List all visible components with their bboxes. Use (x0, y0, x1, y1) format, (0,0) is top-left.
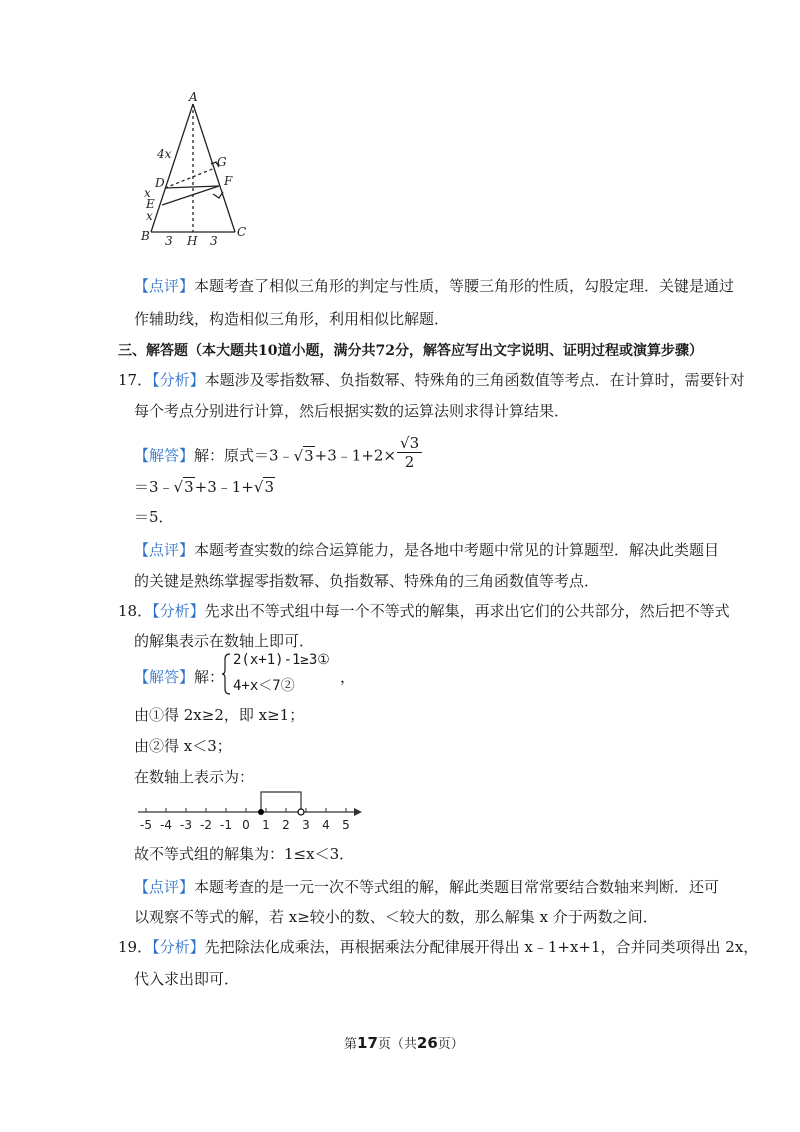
q18-answer-pre: 解： (194, 668, 225, 686)
q17-line2-pre: ＝3﹣ (134, 478, 174, 496)
sqrt-arg: 3 (264, 478, 274, 496)
q17-line2-mid: +3﹣1+ (194, 478, 254, 496)
q19-analysis-text1: 先把除法化成乘法，再根据乘法分配律展开得出 x﹣1+x+1，合并同类项得出 2x， (204, 938, 759, 956)
analysis-tag: 【分析】 (152, 938, 205, 956)
q18-analysis-text2: 的解集表示在数轴上即可． (134, 632, 315, 650)
q18-comment-text1: 本题考查的是一元一次不等式组的解，解此类题目常常要结合数轴来判断．还可 (194, 878, 720, 896)
comment-tag: 【点评】 (134, 277, 195, 295)
q18-comment-line1 (134, 876, 719, 897)
q18-analysis-text1: 先求出不等式组中每一个不等式的解集，再求出它们的公共部分，然后把不等式 (204, 602, 730, 620)
q16-comment-line1 (134, 275, 734, 296)
q17-analysis-text2: 每个考点分别进行计算，然后根据实数的运算法则求得计算结果． (134, 402, 570, 420)
tick-label: 3 (302, 818, 310, 832)
tick-label: -4 (160, 818, 172, 832)
sqrt-symbol: √ (253, 478, 264, 496)
label-A: A (189, 92, 198, 104)
q17-number: 17． (118, 371, 153, 389)
page-footer (344, 1033, 464, 1052)
label-4x: 4x (157, 147, 172, 161)
answer-tag: 【解答】 (134, 668, 195, 686)
q16-comment-text2: 作辅助线，构造相似三角形，利用相似比解题． (134, 310, 450, 328)
q17-answer-line2 (134, 476, 275, 497)
q18-analysis-line1 (118, 600, 730, 621)
label-x1: x (144, 186, 151, 200)
system-line1: 2(x+1)-1≥3① (233, 652, 330, 668)
system-brace (222, 653, 232, 695)
q17-comment-line1 (134, 539, 719, 560)
label-C: C (237, 225, 247, 239)
label-D: D (155, 176, 165, 190)
analysis-tag: 【分析】 (152, 602, 205, 620)
q19-analysis-line1 (118, 936, 758, 957)
footer-mid: 页（共 (377, 1037, 417, 1052)
q18-step2: 由②得 x＜3； (134, 737, 232, 755)
sqrt3-expr (294, 447, 315, 465)
analysis-tag: 【分析】 (152, 371, 205, 389)
q17-analysis-line1 (118, 369, 745, 390)
tick-label: -5 (140, 818, 152, 832)
q19-analysis-text2: 代入求出即可． (134, 970, 240, 988)
footer-pre: 第 (344, 1037, 358, 1052)
tick-label: 0 (242, 818, 250, 832)
open-point-3 (298, 809, 304, 815)
q18-comment-text2: 以观察不等式的解，若 x≥较小的数、＜较大的数，那么解集 x 介于两数之间． (134, 908, 658, 926)
tick-label: 5 (342, 818, 350, 832)
sqrt-arg: 3 (184, 478, 194, 496)
q18-answer-label (134, 666, 224, 687)
label-B: B (141, 229, 150, 243)
tick-label: -1 (220, 818, 232, 832)
label-E: E (146, 197, 155, 211)
sqrt-symbol: √ (400, 434, 410, 452)
fraction-sqrt3-over-2 (397, 434, 422, 471)
sqrt3-expr (174, 478, 195, 496)
system-comma: ， (340, 668, 356, 686)
section3-heading: 三、解答题（本大题共10道小题，满分共72分，解答应写出文字说明、证明过程或演算步骤） (118, 343, 703, 359)
sqrt-symbol: √ (293, 446, 304, 465)
tick-label: -2 (200, 818, 212, 832)
label-G: G (217, 155, 227, 169)
q17-analysis-text1: 本题涉及零指数幂、负指数幂、特殊角的三角函数值等考点．在计算时，需要针对 (204, 371, 745, 389)
page-number: 17 (357, 1034, 378, 1052)
q17-answer-pre: 解：原式＝3﹣ (194, 446, 294, 465)
sqrt-symbol: √ (173, 478, 184, 496)
frac-num: 3 (409, 434, 420, 452)
q19-number: 19． (118, 938, 153, 956)
q17-comment-text2: 的关键是熟练掌握零指数幂、负指数幂、特殊角的三角函数值等考点． (134, 572, 600, 590)
q18-step1: 由①得 2x≥2，即 x≥1； (134, 706, 305, 724)
page-total: 26 (416, 1034, 438, 1052)
tick-label: 2 (282, 818, 290, 832)
sqrt-arg: 3 (304, 446, 314, 465)
q18-step3: 在数轴上表示为： (134, 768, 255, 786)
answer-tag: 【解答】 (134, 446, 195, 465)
q18-number: 18． (118, 602, 153, 620)
triangle-figure (135, 92, 260, 252)
label-3b: 3 (210, 234, 218, 248)
label-F: F (224, 174, 233, 188)
number-line (136, 786, 366, 836)
label-3a: 3 (165, 234, 173, 248)
q17-answer-line3: ＝5． (134, 508, 174, 526)
tick-label: -3 (180, 818, 192, 832)
footer-post: 页） (437, 1037, 464, 1052)
q17-comment-text1: 本题考查实数的综合运算能力，是各地中考题中常见的计算题型．解决此类题目 (194, 541, 720, 559)
q16-comment-text1: 本题考查了相似三角形的判定与性质，等腰三角形的性质，勾股定理．关键是通过 (194, 277, 735, 295)
q17-answer-line1 (134, 434, 422, 475)
label-H: H (187, 234, 198, 248)
q18-solution: 故不等式组的解集为：1≤x＜3． (134, 845, 355, 863)
tick-label: 1 (262, 818, 270, 832)
q17-answer-mid: +3﹣1+2× (314, 446, 397, 465)
frac-den: 2 (404, 453, 415, 471)
comment-tag: 【点评】 (134, 878, 195, 896)
label-x2: x (146, 209, 153, 223)
sqrt3-expr (254, 478, 275, 496)
comment-tag: 【点评】 (134, 541, 195, 559)
tick-label: 4 (322, 818, 330, 832)
closed-point-1 (258, 809, 264, 815)
system-line2: 4+x＜7② (233, 678, 295, 694)
